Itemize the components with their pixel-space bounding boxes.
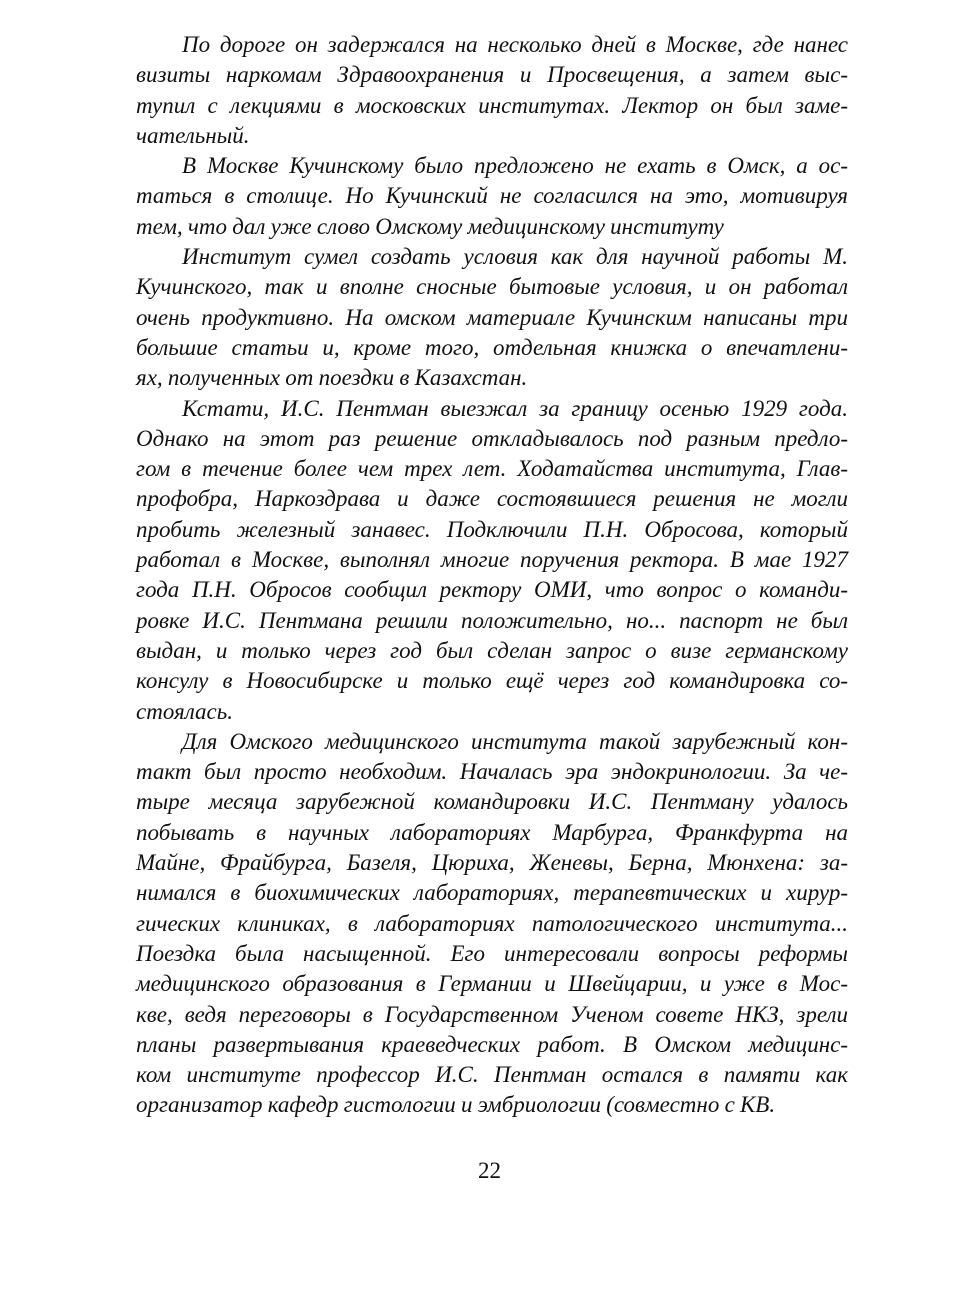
text-line: работал в Москве, выполнял многие поручения ректора. В мае 1927	[136, 547, 848, 573]
text-line: большие статьи и, кроме того, отдельная книжка о впечатлени-	[136, 334, 848, 360]
text-line: очень продуктивно. На омском материале Кучинским написаны три	[136, 304, 848, 330]
text-line: года П.Н. Обросов сообщил ректору ОМИ, что вопрос о команди-	[136, 577, 848, 603]
text-line: ком институте профессор И.С. Пентман остался в памяти как	[136, 1062, 848, 1088]
paragraph	[136, 727, 848, 1121]
text-line: стоялась.	[136, 698, 233, 724]
text-line: профобра, Наркоздрава и даже состоявшиеся решения не могли	[136, 486, 848, 512]
paragraph	[136, 242, 848, 393]
text-line: В Москве Кучинскому было предложено не ехать в Омск, а ос-	[182, 153, 848, 179]
text-line: консулу в Новосибирске и только ещё через год командировка со-	[136, 668, 848, 694]
paragraph	[136, 151, 848, 242]
text-line: тупил с лекциями в московских институтах. Лектор он был заме-	[136, 92, 848, 118]
text-line: Для Омского медицинского института такой зарубежный кон-	[182, 728, 848, 754]
text-line: нимался в биохимических лабораториях, терапевтических и хирур-	[136, 880, 848, 906]
text-line: медицинского образования в Германии и Швейцарии, и уже в Мос-	[136, 971, 848, 997]
text-line: Однако на этот раз решение откладывалось под разным предло-	[136, 425, 848, 451]
text-line: планы развертывания краеведческих работ. В Омском медицинс-	[136, 1031, 848, 1057]
paragraph	[136, 394, 848, 727]
text-line: таться в столице. Но Кучинский не согласился на это, мотивируя	[136, 183, 848, 209]
text-line: гических клиниках, в лабораториях патологического института...	[136, 910, 848, 936]
text-line: организатор кафедр гистологии и эмбриологии (совместно с КВ.	[136, 1092, 776, 1118]
document-body	[136, 30, 848, 1121]
text-line: Кстати, И.С. Пентман выезжал за границу осенью 1929 года.	[182, 395, 848, 421]
text-line: чательный.	[136, 122, 250, 148]
text-line: гом в течение более чем трех лет. Ходатайства института, Глав-	[136, 456, 848, 482]
text-line: ровке И.С. Пентмана решили положительно, но... паспорт не был	[136, 607, 848, 633]
text-line: визиты наркомам Здравоохранения и Просвещения, а затем выс-	[136, 62, 848, 88]
page-number: 22	[478, 1158, 501, 1183]
paragraph	[136, 30, 848, 151]
text-line: тыре месяца зарубежной командировки И.С. Пентману удалось	[136, 789, 848, 815]
text-line: По дороге он задержался на несколько дней в Москве, где нанес	[182, 32, 848, 57]
text-line: Майне, Фрайбурга, Базеля, Цюриха, Женевы, Берна, Мюнхена: за-	[136, 850, 848, 876]
text-line: Поездка была насыщенной. Его интересовали вопросы реформы	[136, 940, 848, 966]
text-line: Институт сумел создать условия как для научной работы М.	[182, 244, 848, 270]
text-line: пробить железный занавес. Подключили П.Н. Обросова, который	[136, 516, 848, 542]
text-line: ях, полученных от поездки в Казахстан.	[136, 365, 528, 391]
text-line: выдан, и только через год был сделан запрос о визе германскому	[136, 637, 848, 663]
text-line: побывать в научных лабораториях Марбурга, Франкфурта на	[136, 819, 848, 845]
text-line: Кучинского, так и вполне сносные бытовые условия, и он работал	[136, 274, 848, 300]
text-line: кве, ведя переговоры в Государственном Ученом совете НКЗ, зрели	[136, 1001, 848, 1027]
text-line: такт был просто необходим. Началась эра эндокринологии. За че-	[136, 759, 848, 785]
text-line: тем, что дал уже слово Омскому медицинскому институту	[136, 213, 724, 239]
